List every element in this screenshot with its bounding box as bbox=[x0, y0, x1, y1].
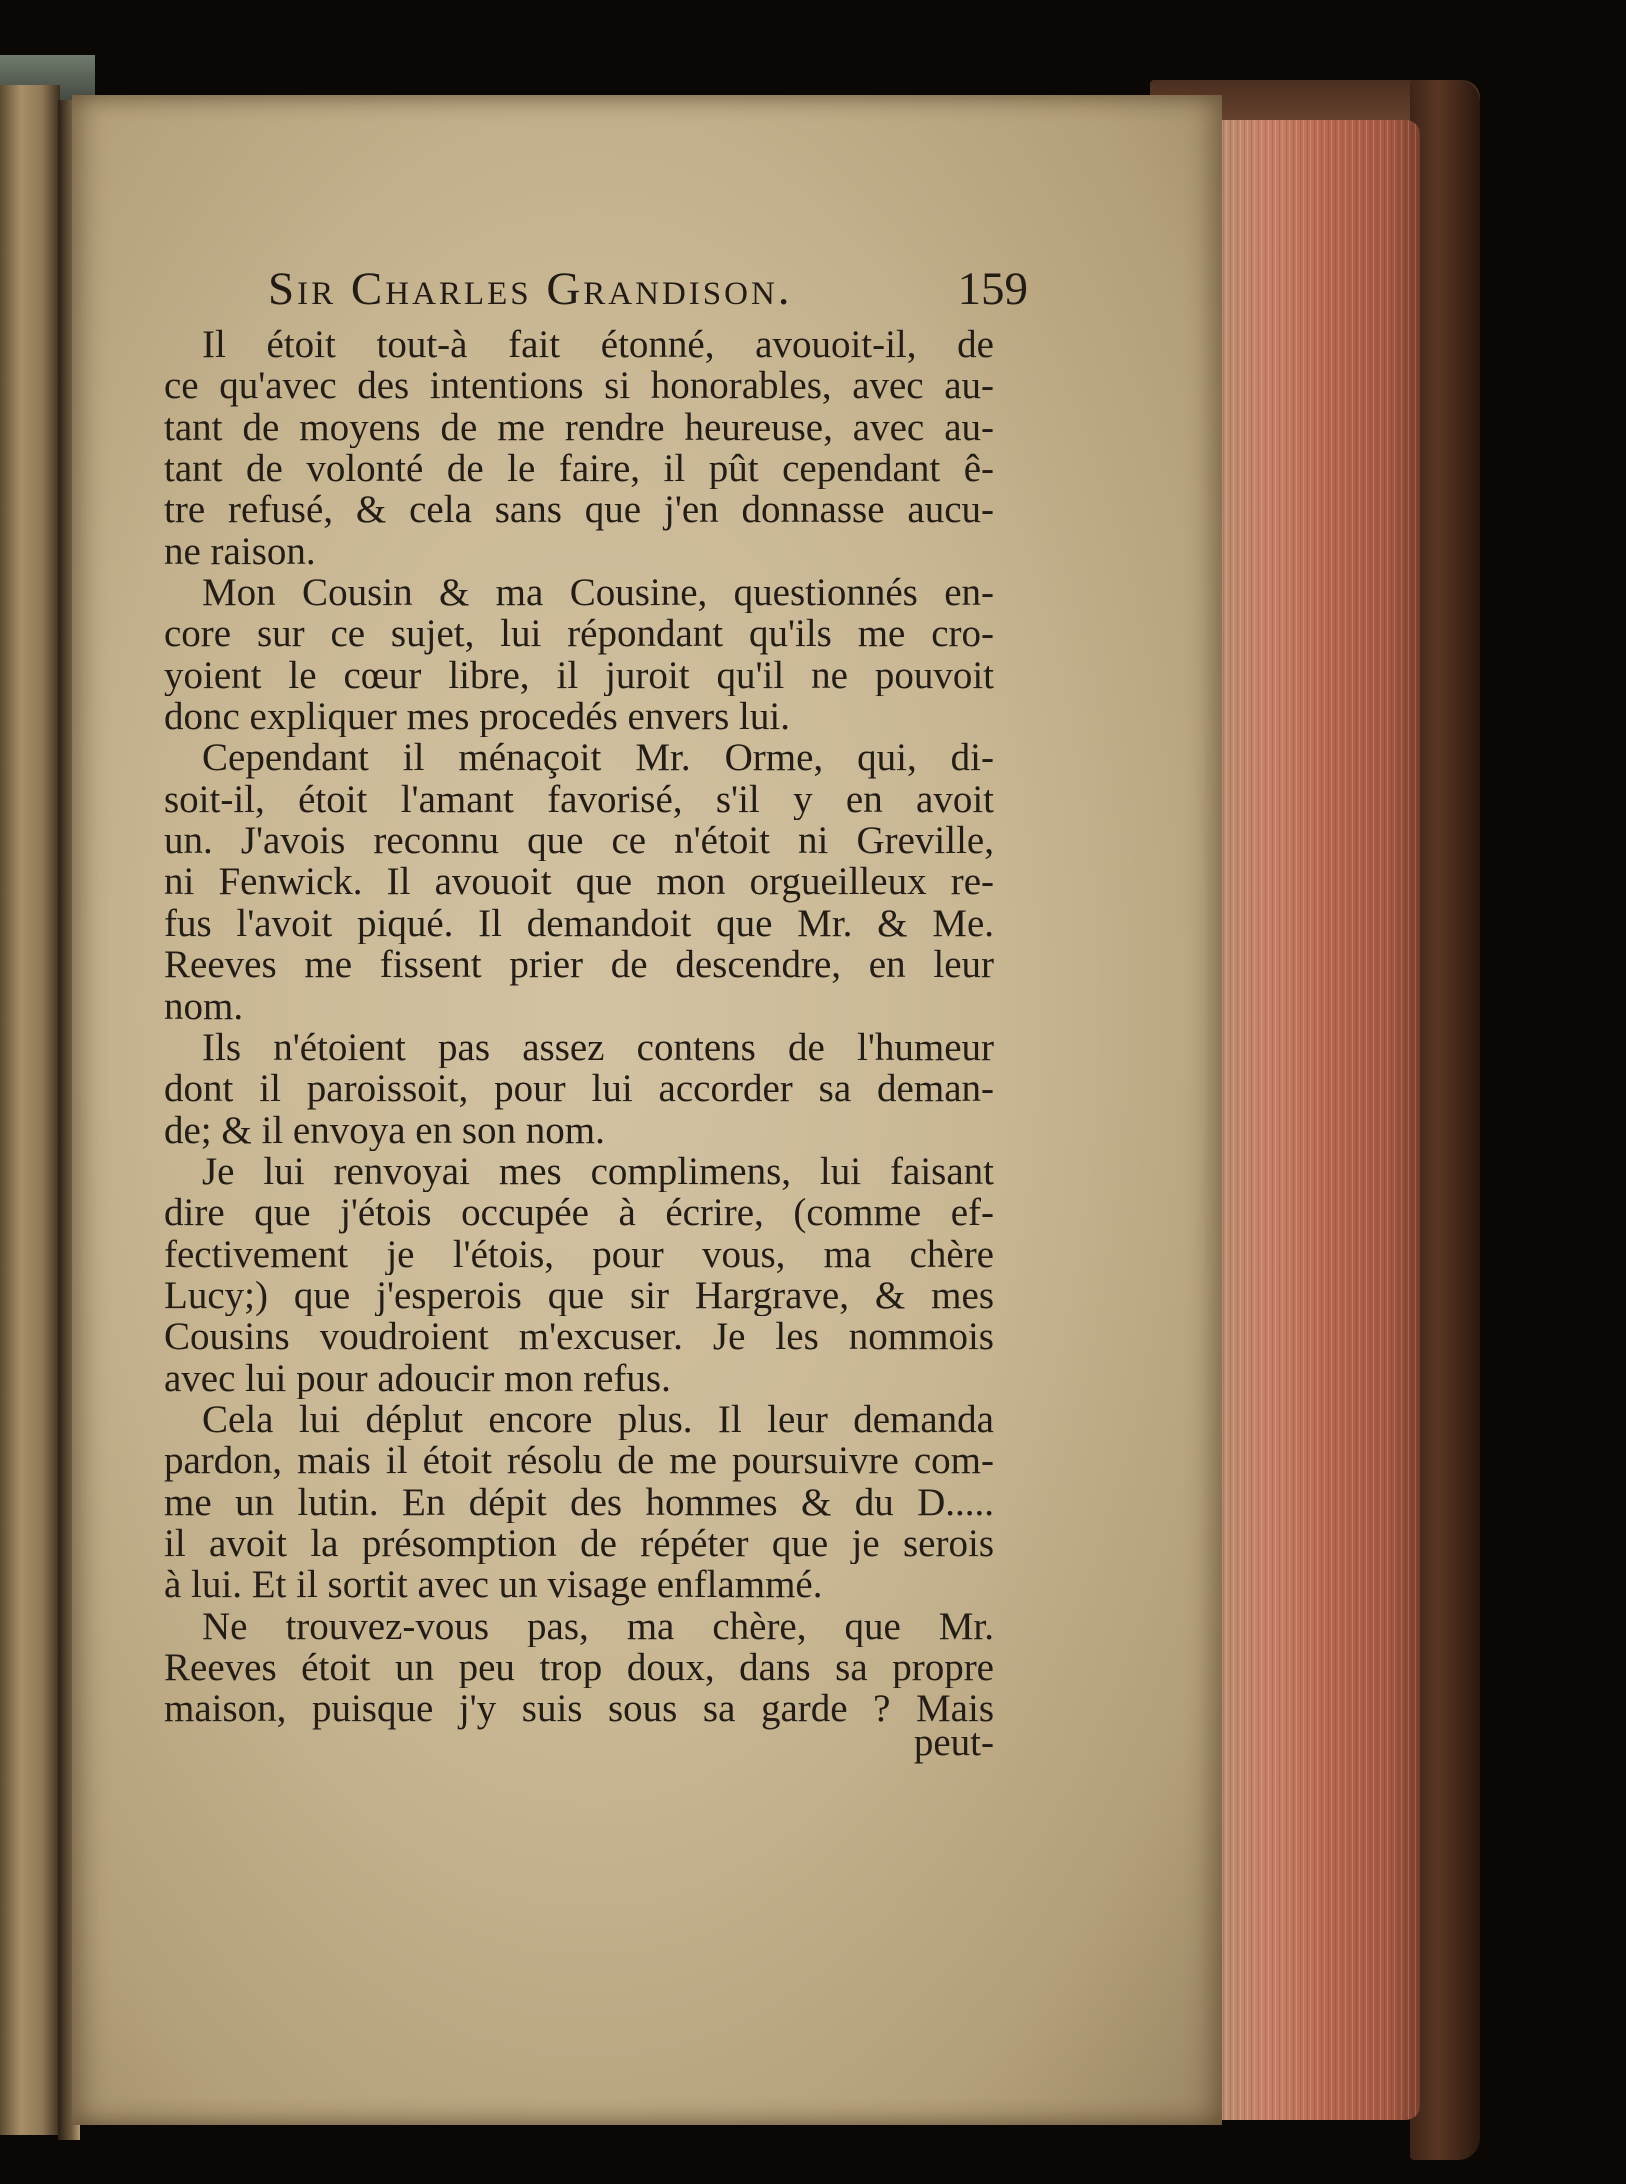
text-line: à lui. Et il sortit avec un visage enflammé. bbox=[164, 1564, 823, 1606]
facing-page-edge bbox=[0, 85, 60, 2135]
text-line: Ne trouvez-vous pas, ma chère, que Mr. bbox=[202, 1605, 994, 1647]
text-line: Lucy;) que j'esperois que sir Hargrave, & mes bbox=[164, 1274, 994, 1317]
catchword: peut- bbox=[913, 1721, 994, 1764]
text-line: ni Fenwick. Il avouoit que mon orgueilleux re- bbox=[164, 861, 994, 903]
text-line: fectivement je l'étois, pour vous, ma chère bbox=[164, 1233, 994, 1275]
text-line: Reeves me fissent prier de descendre, en leur bbox=[164, 944, 994, 986]
text-line: tant de volonté de le faire, il pût cependant ê- bbox=[164, 448, 994, 490]
text-line: tant de moyens de me rendre heureuse, avec au- bbox=[164, 406, 994, 449]
page-fore-edge bbox=[1205, 120, 1420, 2120]
text-line: dire que j'étois occupée à écrire, (comme ef- bbox=[164, 1192, 994, 1234]
text-line: me un lutin. En dépit des hommes & du D..... bbox=[164, 1481, 994, 1523]
text-line: de; & il envoya en son nom. bbox=[164, 1109, 605, 1151]
text-line: dont il paroissoit, pour lui accorder sa deman- bbox=[164, 1068, 994, 1110]
text-line: ce qu'avec des intentions si honorables, avec au- bbox=[164, 365, 994, 407]
text-line: donc expliquer mes procedés envers lui. bbox=[164, 696, 790, 738]
text-line: Mon Cousin & ma Cousine, questionnés en- bbox=[202, 572, 994, 614]
text-line: avec lui pour adoucir mon refus. bbox=[164, 1357, 671, 1399]
text-line: un. J'avois reconnu que ce n'étoit ni Greville, bbox=[164, 820, 994, 862]
text-line: Je lui renvoyai mes complimens, lui faisant bbox=[202, 1150, 994, 1193]
text-line: Il étoit tout-à fait étonné, avouoit-il, de bbox=[202, 324, 994, 366]
text-line: maison, puisque j'y suis sous sa garde ? Mais bbox=[164, 1688, 994, 1730]
text-line: Reeves étoit un peu trop doux, dans sa propre bbox=[164, 1647, 994, 1689]
text-line: ne raison. bbox=[164, 530, 316, 573]
cover-edge bbox=[1410, 80, 1480, 2160]
page-number: 159 bbox=[957, 263, 1028, 315]
body-text bbox=[164, 324, 994, 1730]
text-line: fus l'avoit piqué. Il demandoit que Mr. & Me. bbox=[164, 902, 994, 945]
text-line: soit-il, étoit l'amant favorisé, s'il y en avoit bbox=[164, 778, 994, 821]
running-header bbox=[268, 262, 1028, 322]
text-line: Ils n'étoient pas assez contens de l'humeur bbox=[202, 1026, 994, 1069]
text-line: yoient le cœur libre, il juroit qu'il ne pouvoit bbox=[164, 654, 994, 697]
text-line: tre refusé, & cela sans que j'en donnasse aucu- bbox=[164, 489, 994, 531]
text-line: Cousins voudroient m'excuser. Je les nommois bbox=[164, 1316, 994, 1358]
text-line: Cela lui déplut encore plus. Il leur demanda bbox=[202, 1398, 994, 1441]
text-line: pardon, mais il étoit résolu de me poursuivre com- bbox=[164, 1440, 994, 1482]
text-line: core sur ce sujet, lui répondant qu'ils me cro- bbox=[164, 613, 994, 655]
text-line: nom. bbox=[164, 985, 244, 1027]
text-line: Cependant il ménaçoit Mr. Orme, qui, di- bbox=[202, 737, 994, 779]
text-line: il avoit la présomption de répéter que je serois bbox=[164, 1522, 994, 1565]
running-title: Sir Charles Grandison. bbox=[268, 263, 793, 315]
